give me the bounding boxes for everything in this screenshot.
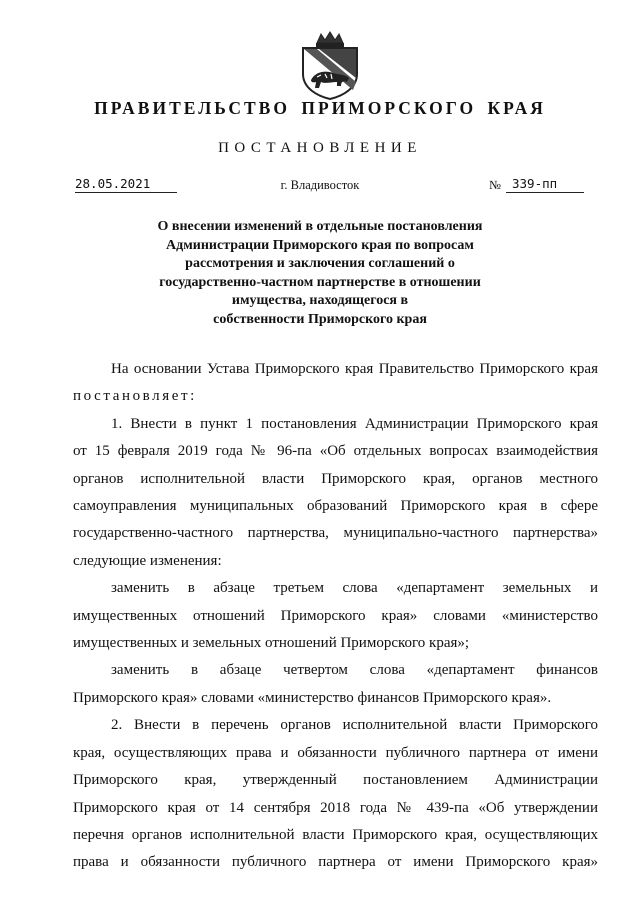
primorsky-krai-coat-of-arms-icon bbox=[297, 30, 363, 100]
body-line: права и обязанности публичного партнера от имени Приморского края» bbox=[73, 854, 598, 871]
body-line: заменить в абзаце четвертом слова «департамент финансов bbox=[111, 662, 598, 679]
document-type-title: ПОСТАНОВЛЕНИЕ bbox=[218, 140, 422, 156]
subject-line: имущества, находящегося в bbox=[231, 293, 409, 309]
body-line: имущественных и земельных отношений Приморского края»; bbox=[73, 635, 470, 652]
subject-line: собственности Приморского края bbox=[213, 311, 427, 327]
body-line: На основании Устава Приморского края Правительство Приморского края bbox=[111, 361, 598, 377]
body-line: Приморского края» словами «министерство финансов Приморского края». bbox=[73, 689, 552, 706]
organization-title: ПРАВИТЕЛЬСТВО ПРИМОРСКОГО КРАЯ bbox=[94, 98, 546, 118]
number-underline bbox=[506, 192, 584, 193]
body-line: постановляет: bbox=[73, 388, 197, 405]
subject-line: рассмотрения и заключения соглашений о bbox=[185, 256, 455, 272]
body-line: Приморского края от 14 сентября 2018 года № 439-па «Об утверждении bbox=[73, 799, 598, 816]
body-line: 1. Внести в пункт 1 постановления Администрации Приморского края bbox=[111, 415, 598, 432]
body-line: перечня органов исполнительной власти Приморского края, осуществляющих bbox=[73, 826, 598, 843]
document-number: 339-пп bbox=[512, 176, 558, 191]
document-body bbox=[73, 356, 598, 877]
subject-line: Администрации Приморского края по вопросам bbox=[166, 237, 474, 253]
body-line: самоуправления муниципальных образований Приморского края в сфере bbox=[73, 498, 598, 515]
subject-line: О внесении изменений в отдельные постановления bbox=[157, 219, 483, 234]
body-line: края, осуществляющих права и обязанности публичного партнера от имени bbox=[73, 744, 598, 761]
number-sign: № bbox=[489, 178, 501, 192]
document-date: 28.05.2021 bbox=[75, 176, 151, 191]
document-subject bbox=[130, 218, 510, 330]
body-line: имущественных отношений Приморского края» словами «министерство bbox=[73, 607, 598, 624]
body-line: органов исполнительной власти Приморского края, органов местного bbox=[73, 470, 598, 487]
document-city: г. Владивосток bbox=[280, 178, 360, 192]
body-line: государственно-частного партнерства, муниципально-частного партнерства» bbox=[73, 525, 598, 542]
body-line: заменить в абзаце третьем слова «департамент земельных и bbox=[111, 580, 598, 597]
subject-line: государственно-частном партнерстве в отношении bbox=[159, 274, 481, 290]
body-line: от 15 февраля 2019 года № 96-па «Об отдельных вопросах взаимодействия bbox=[73, 443, 598, 460]
body-line: 2. Внести в перечень органов исполнительной власти Приморского bbox=[111, 717, 598, 734]
body-line: Приморского края, утвержденный постановлением Администрации bbox=[73, 772, 598, 789]
body-line: следующие изменения: bbox=[73, 552, 222, 569]
